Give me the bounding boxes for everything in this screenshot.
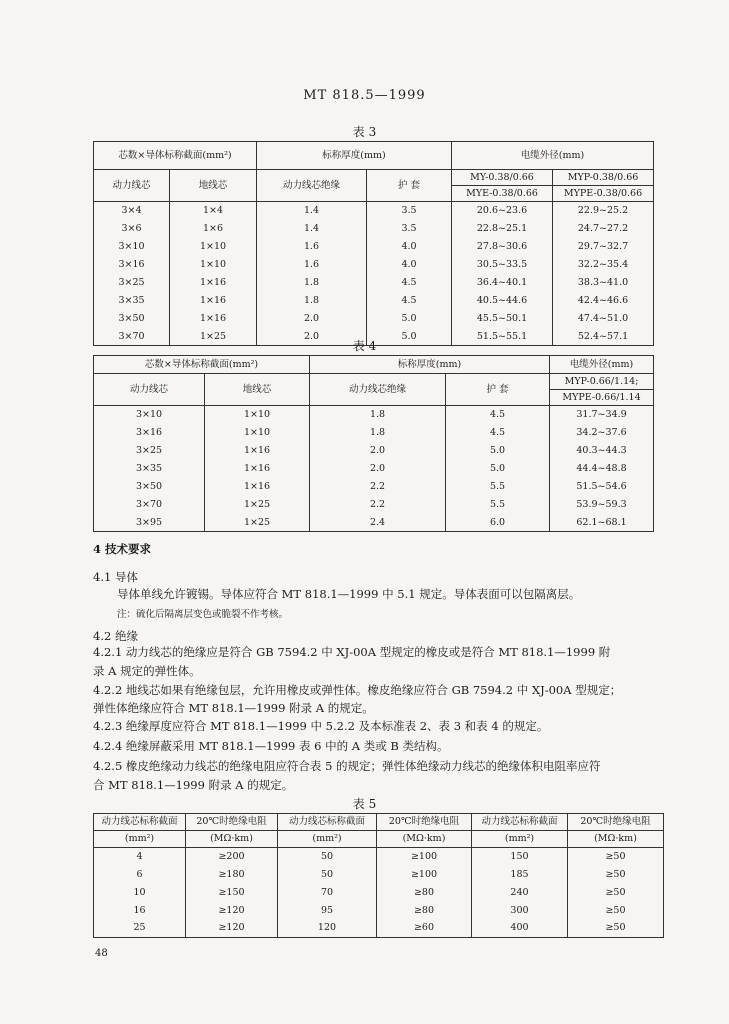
table3-header-group1: 芯数×导体标称截面(mm²) [94, 142, 257, 170]
cell-power-core: 3×25 [94, 442, 205, 460]
table3-header-group3: 电缆外径(mm) [452, 142, 654, 170]
section-4-2-2-line1: 4.2.2 地线芯如果有绝缘包层，允许用橡皮或弹性体。橡皮绝缘应符合 GB 7594.2 中 XJ-00A 型规定； [93, 683, 622, 697]
table3-header-insul: 动力线芯绝缘 [257, 170, 367, 202]
section-4-2-4: 4.2.4 绝缘屏蔽采用 MT 818.1—1999 表 6 中的 A 类或 B 类结构。 [93, 739, 449, 753]
cell-resistance: ≥50 [568, 920, 664, 938]
cell-insulation: 1.8 [257, 292, 367, 310]
cell-od-my: 51.5~55.1 [452, 328, 553, 346]
cell-power-core: 3×16 [94, 424, 205, 442]
cell-sheath: 4.5 [367, 292, 452, 310]
cell-power-core: 3×4 [94, 202, 170, 220]
table3-header-model1b: MYE-0.38/0.66 [452, 186, 553, 202]
cell-od-my: 36.4~40.1 [452, 274, 553, 292]
cell-resistance: ≥100 [377, 866, 472, 884]
table3-header-model2b: MYPE-0.38/0.66 [553, 186, 654, 202]
cell-resistance: ≥50 [568, 884, 664, 902]
cell-od-my: 45.5~50.1 [452, 310, 553, 328]
cell-insulation: 1.6 [257, 256, 367, 274]
cell-area: 185 [472, 866, 568, 884]
cell-sheath: 5.0 [367, 310, 452, 328]
cell-insulation: 2.0 [310, 460, 446, 478]
cell-power-core: 3×10 [94, 238, 170, 256]
cell-od-myp: 38.3~41.0 [553, 274, 654, 292]
cell-ground-core: 1×10 [205, 424, 310, 442]
cell-ground-core: 1×16 [205, 460, 310, 478]
cell-area: 10 [94, 884, 186, 902]
table5-header-res1: 20℃时绝缘电阻 [186, 814, 278, 831]
table-row [94, 310, 654, 328]
cell-od-myp: 24.7~27.2 [553, 220, 654, 238]
table4 [93, 355, 654, 532]
cell-outer-diameter: 44.4~48.8 [550, 460, 654, 478]
table5-header-res1: 20℃时绝缘电阻 [568, 814, 664, 831]
cell-area: 300 [472, 902, 568, 920]
cell-area: 240 [472, 884, 568, 902]
cell-insulation: 1.4 [257, 202, 367, 220]
section-4-1-note: 注：硫化后隔离层变色或脆裂不作考核。 [117, 609, 289, 620]
cell-sheath: 3.5 [367, 202, 452, 220]
cell-sheath: 4.5 [367, 274, 452, 292]
cell-power-core: 3×16 [94, 256, 170, 274]
cell-outer-diameter: 53.9~59.3 [550, 496, 654, 514]
table4-header-insul: 动力线芯绝缘 [310, 374, 446, 406]
table3-header-model1a: MY-0.38/0.66 [452, 170, 553, 186]
table-row [94, 884, 664, 902]
table-row [94, 406, 654, 424]
table-row [94, 424, 654, 442]
cell-od-my: 40.5~44.6 [452, 292, 553, 310]
cell-resistance: ≥100 [377, 848, 472, 866]
cell-insulation: 2.2 [310, 478, 446, 496]
cell-od-myp: 29.7~32.7 [553, 238, 654, 256]
cell-od-my: 20.6~23.6 [452, 202, 553, 220]
section-4-2-1-line1: 4.2.1 动力线芯的绝缘应是符合 GB 7594.2 中 XJ-00A 型规定的橡皮或是符合 MT 818.1—1999 附 [93, 645, 611, 659]
cell-ground-core: 1×16 [170, 274, 257, 292]
cell-sheath: 4.0 [367, 256, 452, 274]
table3-caption: 表 3 [352, 125, 377, 139]
cell-resistance: ≥50 [568, 866, 664, 884]
cell-insulation: 2.2 [310, 496, 446, 514]
cell-ground-core: 1×16 [205, 442, 310, 460]
cell-resistance: ≥120 [186, 902, 278, 920]
section-4-heading: 4 技术要求 [93, 542, 152, 556]
cell-insulation: 1.8 [310, 424, 446, 442]
table4-header-ground: 地线芯 [205, 374, 310, 406]
cell-ground-core: 1×6 [170, 220, 257, 238]
table5-header-area1: 动力线芯标称截面 [278, 814, 377, 831]
table-row [94, 514, 654, 532]
cell-od-myp: 42.4~46.6 [553, 292, 654, 310]
cell-area: 150 [472, 848, 568, 866]
cell-outer-diameter: 62.1~68.1 [550, 514, 654, 532]
cell-od-my: 22.8~25.1 [452, 220, 553, 238]
table5-header-area2: (mm²) [278, 831, 377, 848]
table4-header-model-b: MYPE-0.66/1.14 [550, 390, 654, 406]
table4-header-group1: 芯数×导体标称截面(mm²) [94, 356, 310, 374]
table5-header-area1: 动力线芯标称截面 [94, 814, 186, 831]
cell-power-core: 3×6 [94, 220, 170, 238]
cell-power-core: 3×50 [94, 310, 170, 328]
cell-od-myp: 32.2~35.4 [553, 256, 654, 274]
cell-sheath: 5.0 [446, 460, 550, 478]
cell-od-myp: 47.4~51.0 [553, 310, 654, 328]
cell-outer-diameter: 34.2~37.6 [550, 424, 654, 442]
cell-area: 70 [278, 884, 377, 902]
table4-caption: 表 4 [352, 339, 377, 353]
cell-od-myp: 22.9~25.2 [553, 202, 654, 220]
table3-header-sheath: 护 套 [367, 170, 452, 202]
cell-insulation: 2.0 [257, 328, 367, 346]
table-row [94, 274, 654, 292]
table4-header-model-a: MYP-0.66/1.14; [550, 374, 654, 390]
table-row [94, 478, 654, 496]
cell-area: 400 [472, 920, 568, 938]
table-row [94, 238, 654, 256]
table4-header-group2: 标称厚度(mm) [310, 356, 550, 374]
page-number: 48 [95, 948, 108, 959]
section-4-2-1-line2: 录 A 规定的弹性体。 [93, 664, 201, 678]
cell-area: 25 [94, 920, 186, 938]
table5-header-area2: (mm²) [472, 831, 568, 848]
table5 [93, 813, 664, 938]
cell-od-my: 30.5~33.5 [452, 256, 553, 274]
cell-od-myp: 52.4~57.1 [553, 328, 654, 346]
table4-header-sheath: 护 套 [446, 374, 550, 406]
cell-ground-core: 1×16 [205, 478, 310, 496]
cell-ground-core: 1×25 [205, 514, 310, 532]
cell-outer-diameter: 40.3~44.3 [550, 442, 654, 460]
cell-insulation: 1.8 [257, 274, 367, 292]
cell-resistance: ≥50 [568, 848, 664, 866]
cell-sheath: 5.5 [446, 478, 550, 496]
table4-header-power: 动力线芯 [94, 374, 205, 406]
cell-resistance: ≥50 [568, 902, 664, 920]
cell-power-core: 3×50 [94, 478, 205, 496]
table5-caption: 表 5 [352, 797, 377, 811]
cell-resistance: ≥180 [186, 866, 278, 884]
section-4-1-paragraph: 导体单线允许镀锡。导体应符合 MT 818.1—1999 中 5.1 规定。导体表面可以包隔离层。 [117, 587, 581, 601]
cell-sheath: 6.0 [446, 514, 550, 532]
cell-area: 50 [278, 866, 377, 884]
cell-area: 16 [94, 902, 186, 920]
cell-resistance: ≥150 [186, 884, 278, 902]
cell-area: 120 [278, 920, 377, 938]
cell-resistance: ≥80 [377, 884, 472, 902]
cell-ground-core: 1×25 [205, 496, 310, 514]
table5-header-res2: (MΩ·km) [377, 831, 472, 848]
table-row [94, 866, 664, 884]
section-4-2-3: 4.2.3 绝缘厚度应符合 MT 818.1—1999 中 5.2.2 及本标准表 2、表 3 和表 4 的规定。 [93, 719, 549, 733]
table3-header-power: 动力线芯 [94, 170, 170, 202]
section-4-2-2-line2: 弹性体绝缘应符合 MT 818.1—1999 附录 A 的规定。 [93, 701, 374, 715]
cell-sheath: 5.0 [367, 328, 452, 346]
cell-sheath: 5.5 [446, 496, 550, 514]
cell-ground-core: 1×10 [170, 238, 257, 256]
cell-od-my: 27.8~30.6 [452, 238, 553, 256]
cell-resistance: ≥120 [186, 920, 278, 938]
cell-insulation: 2.4 [310, 514, 446, 532]
cell-area: 95 [278, 902, 377, 920]
table4-header-group3: 电缆外径(mm) [550, 356, 654, 374]
table-row [94, 920, 664, 938]
cell-ground-core: 1×4 [170, 202, 257, 220]
table5-header-res2: (MΩ·km) [568, 831, 664, 848]
table-row [94, 460, 654, 478]
table5-header-area1: 动力线芯标称截面 [472, 814, 568, 831]
cell-insulation: 1.8 [310, 406, 446, 424]
table-row [94, 256, 654, 274]
cell-ground-core: 1×16 [170, 292, 257, 310]
cell-outer-diameter: 51.5~54.6 [550, 478, 654, 496]
table3-header-group2: 标称厚度(mm) [257, 142, 452, 170]
table5-header-res2: (MΩ·km) [186, 831, 278, 848]
table-row [94, 442, 654, 460]
cell-ground-core: 1×16 [170, 310, 257, 328]
cell-resistance: ≥80 [377, 902, 472, 920]
cell-insulation: 2.0 [310, 442, 446, 460]
cell-ground-core: 1×25 [170, 328, 257, 346]
table3-header-model2a: MYP-0.38/0.66 [553, 170, 654, 186]
table-row [94, 902, 664, 920]
cell-power-core: 3×70 [94, 328, 170, 346]
cell-insulation: 1.4 [257, 220, 367, 238]
cell-sheath: 4.5 [446, 424, 550, 442]
cell-sheath: 4.5 [446, 406, 550, 424]
cell-power-core: 3×25 [94, 274, 170, 292]
cell-insulation: 1.6 [257, 238, 367, 256]
page-header: MT 818.5—1999 [303, 88, 426, 103]
table-row [94, 848, 664, 866]
cell-area: 6 [94, 866, 186, 884]
cell-power-core: 3×35 [94, 460, 205, 478]
cell-power-core: 3×35 [94, 292, 170, 310]
section-4-2-heading: 4.2 绝缘 [93, 629, 138, 643]
cell-outer-diameter: 31.7~34.9 [550, 406, 654, 424]
cell-sheath: 4.0 [367, 238, 452, 256]
section-4-1-heading: 4.1 导体 [93, 570, 138, 584]
table-row [94, 292, 654, 310]
table-row [94, 202, 654, 220]
table5-header-area2: (mm²) [94, 831, 186, 848]
cell-area: 50 [278, 848, 377, 866]
cell-resistance: ≥60 [377, 920, 472, 938]
table5-header-res1: 20℃时绝缘电阻 [377, 814, 472, 831]
cell-power-core: 3×10 [94, 406, 205, 424]
cell-sheath: 3.5 [367, 220, 452, 238]
section-4-2-5-line1: 4.2.5 橡皮绝缘动力线芯的绝缘电阻应符合表 5 的规定；弹性体绝缘动力线芯的绝缘体积电阻率应符 [93, 759, 601, 773]
table-row [94, 220, 654, 238]
table3-header-ground: 地线芯 [170, 170, 257, 202]
section-4-2-5-line2: 合 MT 818.1—1999 附录 A 的规定。 [93, 778, 294, 792]
cell-ground-core: 1×10 [170, 256, 257, 274]
cell-power-core: 3×70 [94, 496, 205, 514]
cell-insulation: 2.0 [257, 310, 367, 328]
cell-area: 4 [94, 848, 186, 866]
cell-resistance: ≥200 [186, 848, 278, 866]
table-row [94, 496, 654, 514]
cell-sheath: 5.0 [446, 442, 550, 460]
cell-power-core: 3×95 [94, 514, 205, 532]
cell-ground-core: 1×10 [205, 406, 310, 424]
table3 [93, 141, 654, 346]
